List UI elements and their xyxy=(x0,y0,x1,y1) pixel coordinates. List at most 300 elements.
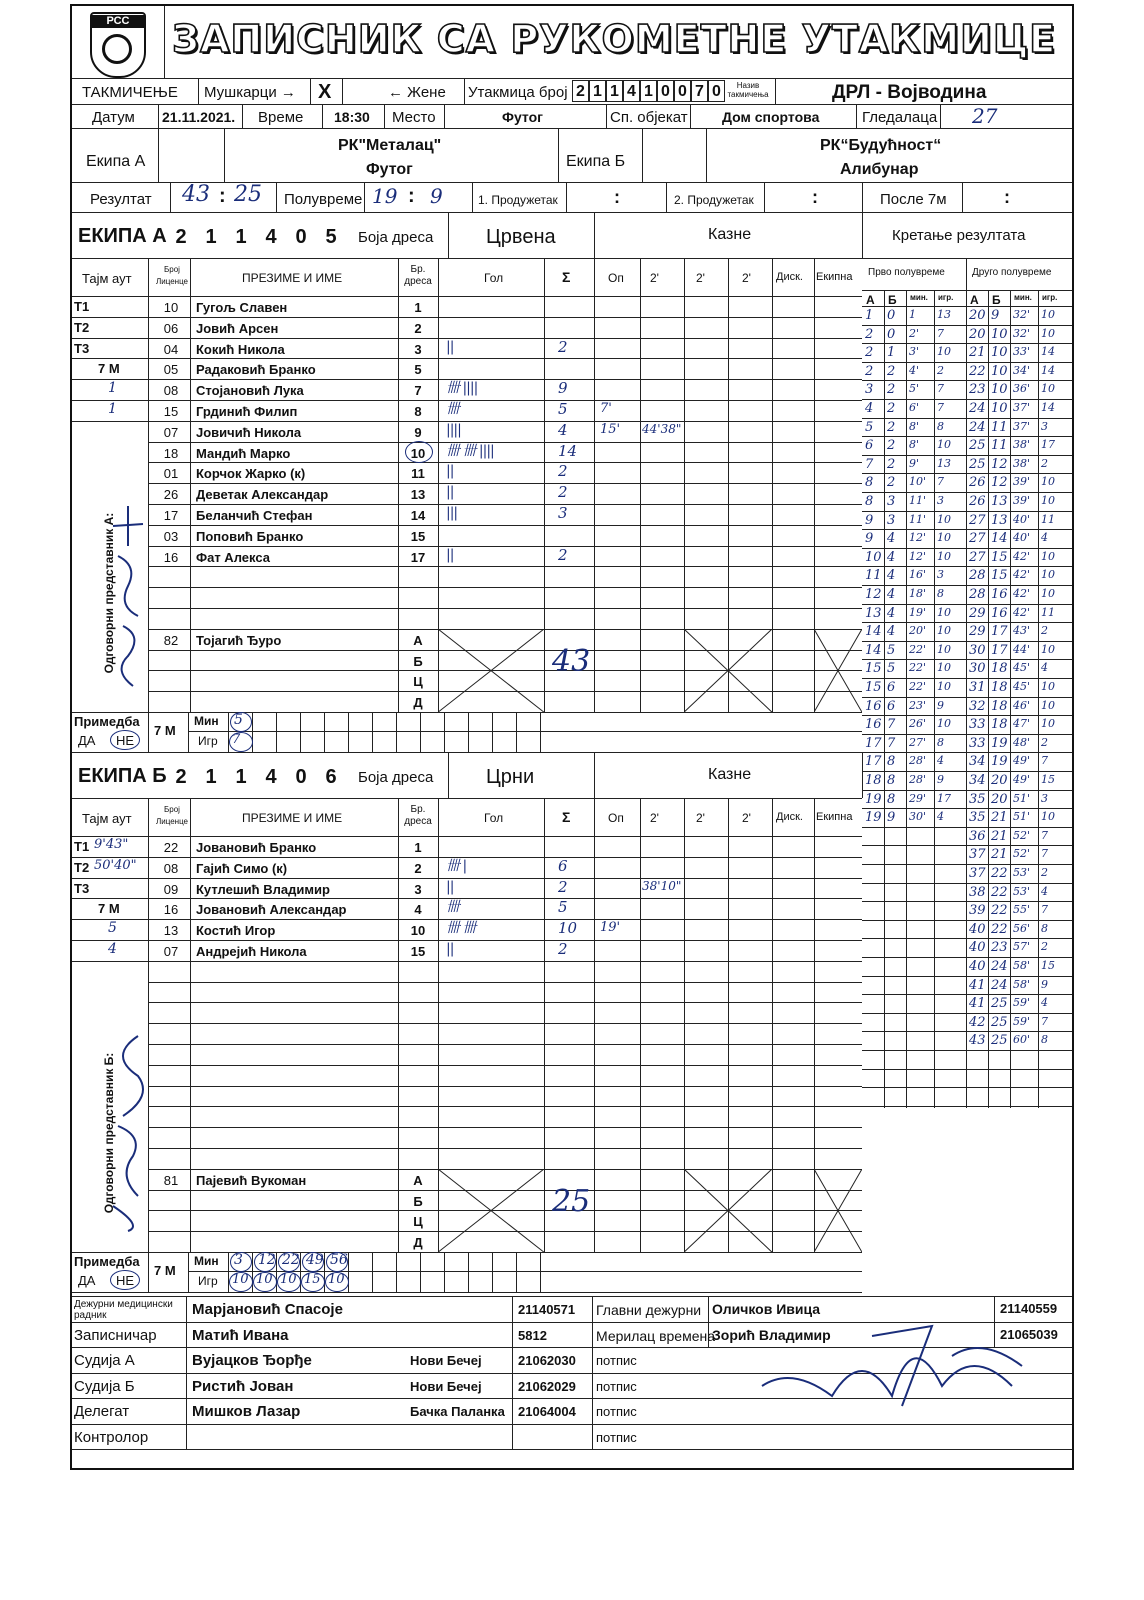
seven-m-minute: 49 xyxy=(306,1252,324,1268)
progress-cell: 25 xyxy=(991,996,1008,1012)
match-number-digit: 0 xyxy=(674,80,691,102)
timeout-slot: T3 xyxy=(74,340,90,356)
progress-cell: 16 xyxy=(991,587,1008,602)
progress-cell: 10 xyxy=(937,605,951,619)
progress-cell: 41 xyxy=(969,977,986,993)
player-licence: 05 xyxy=(163,362,179,378)
progress-cell: 15 xyxy=(991,568,1008,584)
progress-cell: 18 xyxy=(991,680,1008,695)
progress-cell: 1 xyxy=(865,308,874,323)
player-licence: 16 xyxy=(163,549,179,565)
seven-m-player: 15 xyxy=(304,1272,321,1287)
progress-cell: 34' xyxy=(1013,363,1031,377)
header-warning: Оп xyxy=(608,271,624,285)
handball-icon xyxy=(102,34,132,64)
extra-time-2-label: 2. Продужетак xyxy=(674,193,754,207)
player-name: Кутлешић Владимир xyxy=(196,881,330,897)
grid-line xyxy=(72,1252,148,1253)
footer-role: потпис xyxy=(596,1353,637,1368)
player-licence: 04 xyxy=(163,341,179,357)
header-warning: Оп xyxy=(608,811,624,825)
player-name: Грдинић Филип xyxy=(196,404,298,419)
seven-m-label: 7 М xyxy=(98,901,120,917)
progress-cell: 24 xyxy=(969,419,986,435)
match-number-digit: 0 xyxy=(708,80,725,102)
venue-label: Сп. објекат xyxy=(610,109,688,126)
progress-cell: 13 xyxy=(937,308,951,321)
extra-time-1-label: 1. Продужетак xyxy=(478,193,558,207)
grid-line xyxy=(862,306,1072,307)
player-jersey: 8 xyxy=(414,404,422,419)
progress-cell: 6 xyxy=(865,438,874,454)
grid-line xyxy=(862,994,1072,995)
grid-line xyxy=(862,418,1072,419)
grid-line xyxy=(594,798,595,1252)
progress-cell: 10 xyxy=(1041,568,1055,582)
progress-cell: 45' xyxy=(1013,680,1031,693)
seven-m-player: 10 xyxy=(328,1272,345,1287)
grid-line xyxy=(148,1252,862,1253)
grid-line xyxy=(72,878,148,879)
progress-cell: 4 xyxy=(887,587,896,602)
progress-cell: 5 xyxy=(887,642,896,658)
progress-cell: 27 xyxy=(969,512,986,528)
team-code-digit: 2 xyxy=(175,766,187,788)
grid-line xyxy=(862,1087,1072,1088)
grid-line xyxy=(862,436,1072,437)
footer-city: Нови Бечеј xyxy=(410,1353,482,1368)
progress-cell: 10 xyxy=(937,642,951,656)
timeout-slot: T1 xyxy=(74,839,90,854)
player-goal-sum: 14 xyxy=(558,441,578,460)
progress-cell: 8 xyxy=(937,735,944,749)
team-goal-total: 43 xyxy=(552,643,591,679)
progress-cell: 15 xyxy=(1041,959,1055,972)
grid-line xyxy=(148,258,149,712)
player-jersey: 10 xyxy=(410,923,426,939)
progress-cell: 10 xyxy=(1041,680,1055,693)
progress-cell: 42' xyxy=(1013,587,1031,600)
grid-line xyxy=(276,1252,277,1292)
cross-out-mark xyxy=(438,1169,544,1252)
team-code-digit: 0 xyxy=(295,766,307,788)
progress-cell: 4 xyxy=(937,810,944,824)
progress-cell: 43' xyxy=(1013,624,1031,638)
progress-cell: 32 xyxy=(969,698,986,714)
grid-line xyxy=(148,1002,862,1003)
progress-cell: 10 xyxy=(991,326,1008,342)
player-goal-tally: 卌 卌 |||| xyxy=(446,442,494,459)
progress-cell: 28' xyxy=(909,773,927,786)
player-licence: 08 xyxy=(163,383,179,399)
progress-cell: 2 xyxy=(887,456,896,472)
progress-cell: 24 xyxy=(991,977,1008,993)
progress-cell: 20 xyxy=(969,326,986,342)
progress-cell: 6' xyxy=(909,401,920,414)
grid-line xyxy=(862,529,1072,530)
progress-cell: 39' xyxy=(1013,475,1031,489)
footer-role: Мерилац времена xyxy=(596,1327,716,1344)
grid-line xyxy=(862,212,863,258)
progress-cell: 52' xyxy=(1013,828,1031,842)
player-goal-tally: 卌 |||| xyxy=(446,380,478,397)
grid-line xyxy=(324,712,325,752)
progress-cell: 17 xyxy=(865,754,882,770)
progress-cell: 8 xyxy=(937,587,944,600)
progress-cell: 43 xyxy=(969,1033,986,1049)
progress-cell: 18 xyxy=(991,698,1008,714)
team-a-town: Футог xyxy=(366,161,413,178)
progress-cell: 20 xyxy=(991,791,1008,807)
player-jersey: 14 xyxy=(410,508,426,523)
progress-cell: 40 xyxy=(969,959,986,974)
progress-cell: 1 xyxy=(909,308,916,321)
progress-cell: 39' xyxy=(1013,494,1031,507)
progress-cell: 9 xyxy=(937,773,944,786)
player-licence: 16 xyxy=(163,902,179,918)
progress-cell: 18 xyxy=(991,661,1008,677)
seven-m-circle xyxy=(254,1252,276,1272)
grid-line xyxy=(148,1065,862,1066)
progress-col-header: Б xyxy=(992,293,1001,307)
footer-licence: 21140571 xyxy=(518,1302,576,1317)
progress-cell: 37' xyxy=(1013,419,1031,433)
player-goal-tally: || xyxy=(446,546,454,563)
progress-cell: 3 xyxy=(1041,419,1048,433)
grid-line xyxy=(72,317,148,318)
remark-no-circle xyxy=(110,1270,140,1290)
progress-cell: 10 xyxy=(937,345,951,359)
progress-cell: 2 xyxy=(865,363,874,379)
progress-cell: 25 xyxy=(969,456,986,472)
grid-line xyxy=(148,961,862,962)
seven-m-minute: 22 xyxy=(282,1252,300,1268)
progress-cell: 7 xyxy=(1041,903,1048,917)
progress-cell: 60' xyxy=(1013,1033,1031,1047)
progress-cell: 28 xyxy=(969,568,986,584)
footer-role: потпис xyxy=(596,1378,637,1394)
team-a-label: Екипа А xyxy=(86,153,146,170)
player-licence: 06 xyxy=(163,320,179,336)
jersey-color: Црвена xyxy=(486,226,556,248)
grid-line xyxy=(448,752,449,798)
footer-label: Делегат xyxy=(74,1403,130,1420)
after-7m-colon: : xyxy=(1004,187,1010,207)
rss-logo xyxy=(90,12,146,78)
grid-line xyxy=(396,1252,397,1292)
progress-cell: 26' xyxy=(909,717,927,731)
progress-cell: 29 xyxy=(969,624,986,640)
progress-cell: 16 xyxy=(865,717,882,733)
progress-cell: 13 xyxy=(991,512,1008,528)
progress-cell: 42 xyxy=(969,1014,986,1030)
grid-line xyxy=(772,798,773,1252)
player-goal-sum: 2 xyxy=(558,337,568,356)
progress-cell: 4 xyxy=(887,624,896,640)
extra-time-1-colon: : xyxy=(614,187,620,207)
responsible-rep-label: Одговорни представник Б: xyxy=(102,1052,116,1214)
player-warning: 19' xyxy=(600,920,621,936)
signature-rep-b xyxy=(98,1026,158,1236)
progress-cell: 10 xyxy=(991,363,1008,379)
grid-line xyxy=(324,1252,325,1292)
grid-line xyxy=(148,1252,149,1292)
result-label: Резултат xyxy=(90,191,152,208)
grid-line xyxy=(190,798,191,1252)
official-letter: Д xyxy=(413,1235,423,1251)
player-licence: 07 xyxy=(163,944,179,959)
footer-licence: 21140559 xyxy=(1000,1301,1058,1316)
grid-line xyxy=(862,455,1072,456)
seven-m-circle xyxy=(253,1272,277,1292)
grid-line xyxy=(512,1296,513,1449)
seven-m-count: 1 xyxy=(108,380,117,397)
footer-person: Матић Ивана xyxy=(192,1326,289,1344)
player-goal-tally: || xyxy=(446,878,454,895)
cross-out-mark xyxy=(684,1169,772,1252)
progress-cell: 59' xyxy=(1013,996,1031,1010)
footer-person: Мишков Лазар xyxy=(192,1403,301,1420)
progress-cell: 8 xyxy=(887,754,896,770)
grid-line xyxy=(276,712,277,752)
player-name: Јовановић Александар xyxy=(196,902,347,918)
header-team-penalty: Екипна xyxy=(816,271,853,283)
after-7m-label: После 7м xyxy=(880,191,947,208)
progress-cell: 57' xyxy=(1013,940,1031,954)
player-name: Корчок Жарко (к) xyxy=(196,466,306,482)
progress-cell: 26 xyxy=(969,494,986,509)
header-jersey: Бр. дреса xyxy=(404,804,432,827)
progress-cell: 19 xyxy=(865,791,882,807)
halftime-team-b: 9 xyxy=(430,184,443,208)
progress-cell: 33 xyxy=(969,735,986,751)
grid-line xyxy=(862,845,1072,846)
header-timeout: Тајм аут xyxy=(82,811,132,826)
progress-cell: 7 xyxy=(1041,754,1048,768)
player-goal-tally: 卌 | xyxy=(446,857,467,874)
header-sum: Σ xyxy=(562,809,571,825)
player-goal-tally: |||| xyxy=(446,421,461,438)
progress-cell: 4 xyxy=(887,531,896,547)
grid-line xyxy=(492,1252,493,1292)
progress-cell: 10 xyxy=(1041,326,1055,340)
progress-cell: 9 xyxy=(991,308,1000,323)
player-jersey: 11 xyxy=(411,466,425,482)
progress-cell: 2 xyxy=(887,475,896,491)
grid-line xyxy=(444,1252,445,1292)
progress-cell: 2 xyxy=(1041,624,1048,638)
progress-cell: 59' xyxy=(1013,1014,1031,1028)
venue: Дом спортова xyxy=(722,109,820,125)
progress-cell: 9 xyxy=(865,531,874,547)
progress-cell: 9' xyxy=(909,456,920,470)
grid-line xyxy=(862,290,1072,291)
grid-line xyxy=(148,1148,862,1149)
progress-cell: 8 xyxy=(865,494,874,509)
progress-cell: 4 xyxy=(1041,996,1048,1010)
responsible-rep-label: Одговорни представник А: xyxy=(102,512,116,674)
page-title: ЗАПИСНИК СА РУКОМЕТНЕ УТАКМИЦЕ xyxy=(172,17,1057,61)
player-name: Мандић Марко xyxy=(196,445,291,461)
grid-line xyxy=(72,338,148,339)
official-licence: 82 xyxy=(163,632,179,648)
grid-line xyxy=(300,712,301,752)
grid-line xyxy=(72,752,862,753)
footer-label: Судија Б xyxy=(74,1377,135,1395)
progress-label: Кретање резултата xyxy=(892,227,1026,244)
player-jersey: 1 xyxy=(414,840,422,855)
progress-cell: 30' xyxy=(909,810,927,824)
progress-cell: 4' xyxy=(909,363,920,377)
grid-line xyxy=(72,358,148,359)
player-goal-sum: 2 xyxy=(558,545,568,564)
progress-cell: 3 xyxy=(887,512,896,528)
progress-cell: 25 xyxy=(991,1014,1008,1030)
team-b-label: Екипа Б xyxy=(566,153,626,170)
grid-line xyxy=(372,712,373,752)
header-2min-1: 2' xyxy=(650,271,659,285)
progress-cell: 53' xyxy=(1013,866,1031,879)
grid-line xyxy=(148,857,862,858)
progress-cell: 9 xyxy=(887,810,896,826)
grid-line xyxy=(468,712,469,752)
progress-cell: 0 xyxy=(887,326,896,342)
footer-person: Вујацков Ђорђе xyxy=(192,1352,312,1369)
progress-cell: 10 xyxy=(991,382,1008,398)
player-name: Кокић Никола xyxy=(196,341,285,357)
grid-line xyxy=(862,771,1072,772)
grid-line xyxy=(934,290,935,1108)
match-report-sheet xyxy=(70,4,1074,1470)
footer-city: Бачка Паланка xyxy=(410,1404,505,1419)
progress-cell: 10 xyxy=(937,624,951,638)
progress-cell: 2 xyxy=(865,326,874,342)
progress-cell: 38' xyxy=(1013,438,1031,452)
header-licence: Број Лиценце xyxy=(155,265,189,286)
progress-cell: 7 xyxy=(1041,828,1048,842)
footer-role: потпис xyxy=(596,1429,637,1445)
grid-line xyxy=(862,920,1072,921)
grid-line xyxy=(72,1292,862,1293)
progress-cell: 48' xyxy=(1013,735,1031,749)
progress-cell: 10 xyxy=(1041,698,1055,712)
seven-m-count: 5 xyxy=(108,920,117,937)
jersey-color-label: Боја дреса xyxy=(358,229,434,246)
player-goal-tally: 卌 xyxy=(446,401,459,417)
progress-cell: 1 xyxy=(887,345,896,361)
grid-line xyxy=(148,483,862,484)
grid-line xyxy=(540,712,541,752)
player-licence: 17 xyxy=(163,508,179,523)
progress-cell: 5 xyxy=(887,661,896,677)
player-name: Гугољ Славен xyxy=(196,300,288,315)
progress-cell: 35 xyxy=(969,791,986,807)
grid-line xyxy=(148,1127,862,1128)
grid-line xyxy=(544,258,545,712)
progress-cell: 46' xyxy=(1013,698,1031,712)
progress-cell: 3 xyxy=(887,494,896,509)
grid-line xyxy=(148,878,862,879)
progress-cell: 19' xyxy=(909,605,927,619)
progress-cell: 29' xyxy=(909,791,927,805)
team-a-club: РК"Металац" xyxy=(338,137,442,154)
player-name: Гајић Симо (к) xyxy=(196,860,288,876)
team-code-digit: 0 xyxy=(295,226,307,248)
match-number-digit: 1 xyxy=(640,80,657,102)
grid-line xyxy=(72,898,148,899)
team-code-digit: 5 xyxy=(325,226,337,248)
progress-cell: 3 xyxy=(865,382,874,398)
grid-line xyxy=(862,827,1072,828)
seven-m-player: 10 xyxy=(232,1272,249,1287)
timeout-slot: T2 xyxy=(74,859,90,875)
grid-line xyxy=(862,1031,1072,1032)
progress-cell: 14 xyxy=(865,624,882,640)
grid-line xyxy=(148,587,862,588)
seven-m-score-label: Игр xyxy=(198,1274,218,1288)
grid-line xyxy=(862,715,1072,716)
timeout-slot: T3 xyxy=(74,880,90,896)
progress-cell: 4 xyxy=(865,401,874,416)
official-letter: Б xyxy=(413,653,423,669)
progress-cell: 10 xyxy=(937,549,951,563)
first-half-label: Прво полувреме xyxy=(868,267,945,278)
progress-cell: 10 xyxy=(1041,717,1055,731)
match-number-digit: 4 xyxy=(623,80,640,102)
match-number-digit: 1 xyxy=(589,80,606,102)
halftime-colon: : xyxy=(408,185,415,207)
grid-line xyxy=(544,798,545,1252)
seven-m-minute-label: Мин xyxy=(194,1254,219,1268)
team-goal-total: 25 xyxy=(552,1183,591,1219)
progress-cell: 38' xyxy=(1013,456,1031,470)
team-code-digit: 2 xyxy=(175,226,187,248)
player-goal-sum: 2 xyxy=(558,483,568,502)
progress-cell: 15 xyxy=(991,549,1008,565)
match-time: 18:30 xyxy=(334,109,370,125)
official-licence: 81 xyxy=(163,1172,179,1188)
seven-m-circle xyxy=(325,1272,349,1292)
progress-cell: 12' xyxy=(909,549,927,563)
remark-label: Примедба xyxy=(74,1254,140,1269)
header-disq: Диск. xyxy=(776,271,803,283)
progress-cell: 8 xyxy=(887,773,896,788)
progress-cell: 40 xyxy=(969,921,986,937)
grid-line xyxy=(148,940,862,941)
date-label: Датум xyxy=(92,109,135,126)
spectators-count: 27 xyxy=(972,104,998,128)
grid-line xyxy=(862,511,1072,512)
remark-yes: ДА xyxy=(78,1273,96,1288)
progress-cell: 32' xyxy=(1013,308,1031,321)
progress-cell: 11' xyxy=(909,494,927,507)
official-name: Тојагић Ђуро xyxy=(196,632,282,648)
player-goal-sum: 5 xyxy=(558,400,568,418)
timeout-slot: T1 xyxy=(74,299,90,314)
grid-line xyxy=(148,317,862,318)
grid-line xyxy=(862,734,1072,735)
player-goal-tally: 卌 xyxy=(446,899,459,916)
progress-cell: 37 xyxy=(969,847,986,863)
grid-line xyxy=(862,641,1072,642)
progress-cell: 52' xyxy=(1013,847,1031,861)
header-timeout: Тајм аут xyxy=(82,271,132,286)
progress-cell: 7 xyxy=(865,456,874,472)
progress-cell: 17 xyxy=(865,735,882,751)
footer-licence: 5812 xyxy=(518,1327,547,1343)
footer-licence: 21064004 xyxy=(518,1404,576,1419)
progress-cell: 22 xyxy=(991,884,1008,900)
